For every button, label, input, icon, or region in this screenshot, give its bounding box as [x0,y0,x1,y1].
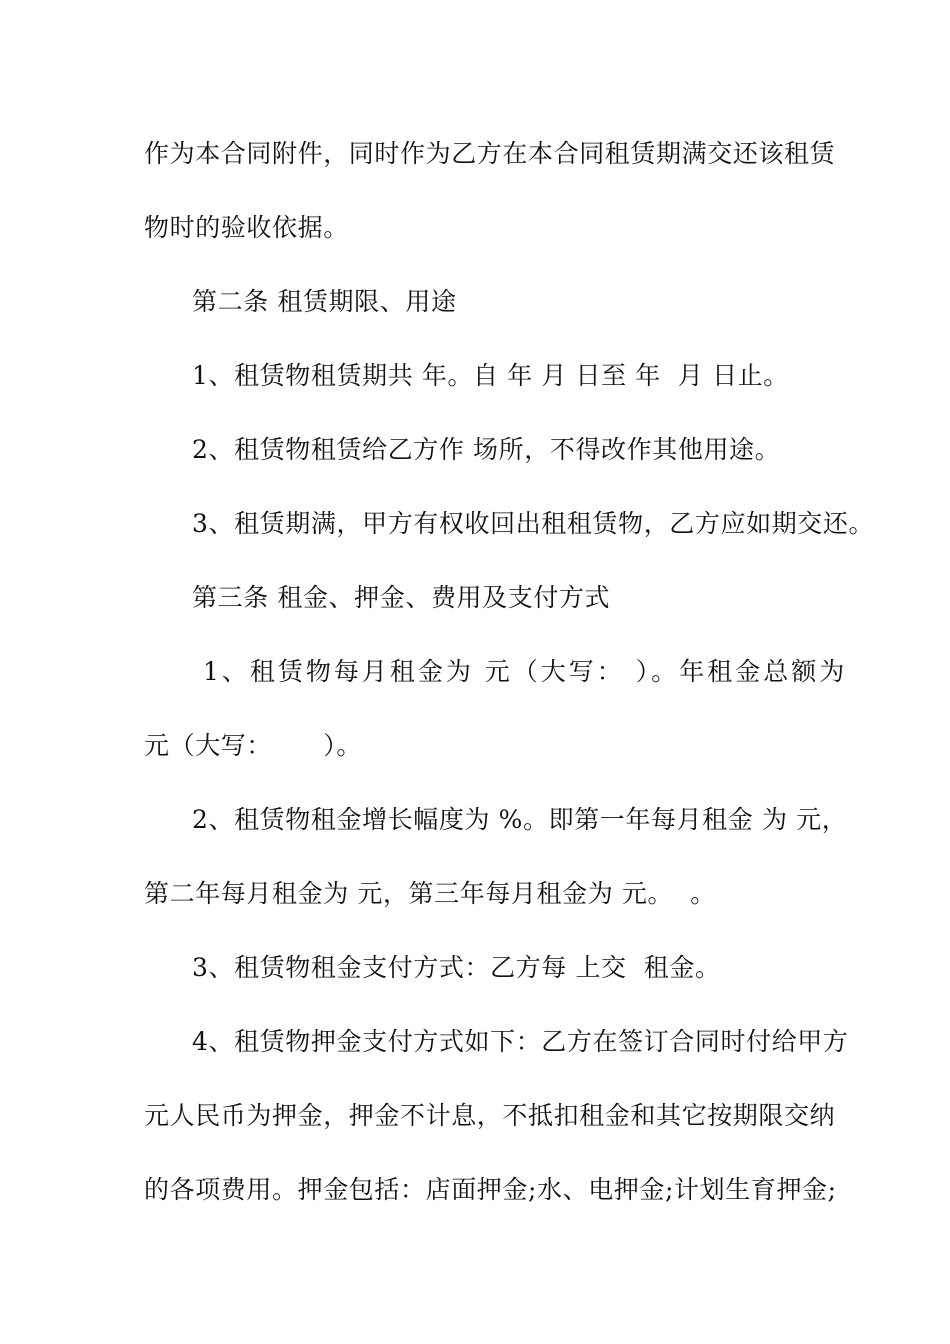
text-line: 4、租赁物押金支付方式如下：乙方在签订合同时付给甲方 [192,1027,849,1056]
text-line: 2、租赁物租赁给乙方作 场所，不得改作其他用途。 [192,435,781,464]
text-line: 3、租赁物租金支付方式：乙方每 上交 租金。 [192,953,721,982]
text-line: 第二年每月租金为 元，第三年每月租金为 元。 。 [144,879,716,908]
text-line: 元人民币为押金，押金不计息，不抵扣租金和其它按期限交纳 [144,1101,836,1130]
text-line: 1、租赁物租赁期共 年。自 年 月 日至 年 月 日止。 [192,361,789,390]
text-line: 1、租赁物每月租金为 元（大写： ）。年租金总额为 [192,657,848,686]
text-line: 物时的验收依据。 [144,213,349,242]
text-line: 作为本合同附件，同时作为乙方在本合同租赁期满交还该租赁 [144,139,836,168]
section-heading: 第三条 租金、押金、费用及支付方式 [192,583,611,612]
text-line: 元（大写： ）。 [144,731,362,760]
text-line: 的各项费用。押金包括：店面押金;水、电押金;计划生育押金; [144,1175,837,1204]
text-line: 3、租赁期满，甲方有权收回出租租赁物，乙方应如期交还。 [192,509,875,538]
section-heading: 第二条 租赁期限、用途 [192,287,457,316]
text-line: 2、租赁物租金增长幅度为 %。即第一年每月租金 为 元， [192,805,848,834]
